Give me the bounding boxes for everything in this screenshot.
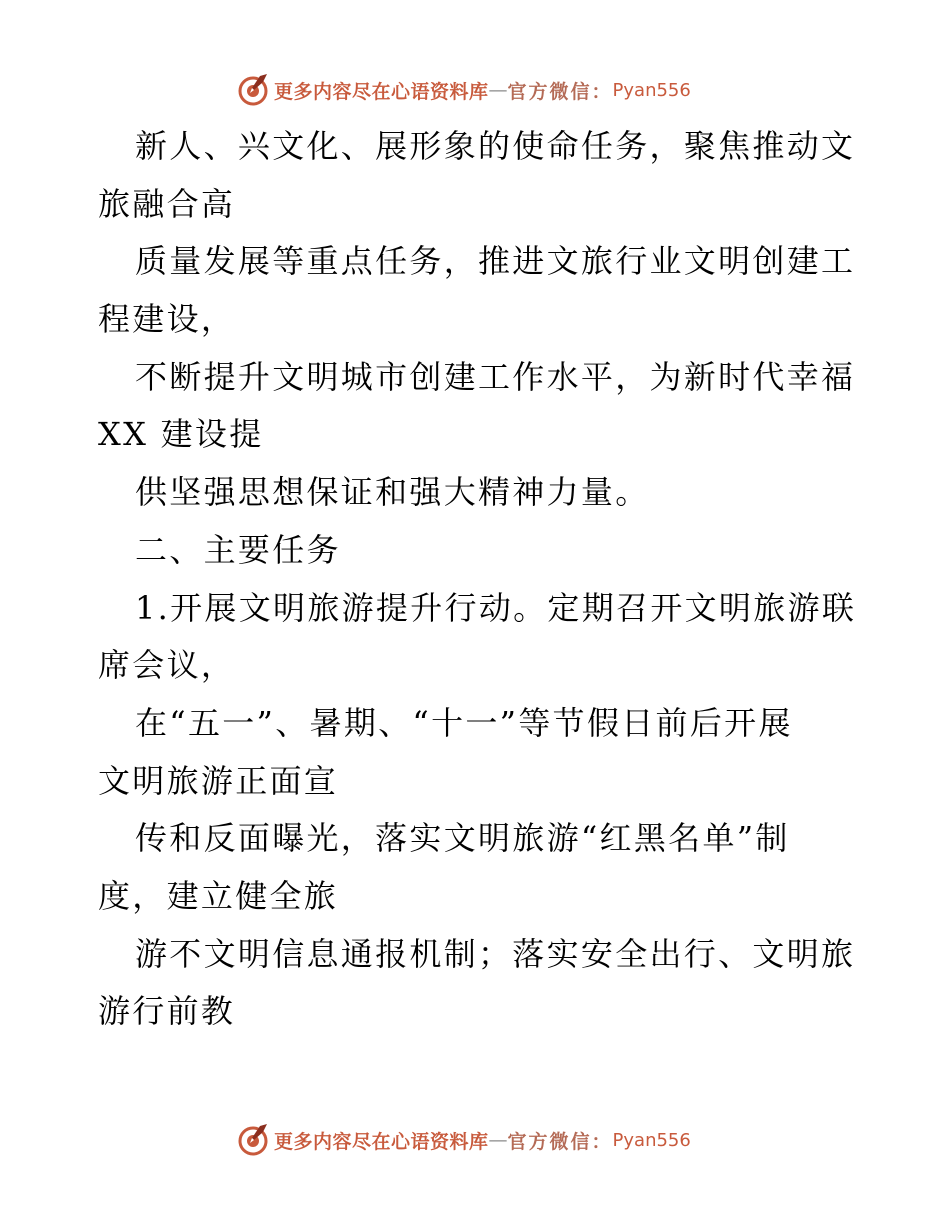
banner-wechat-id: Pyan556 xyxy=(612,1129,691,1151)
banner-main-text: 更多内容尽在心语资料库 xyxy=(274,1130,489,1153)
document-body xyxy=(98,118,858,1041)
paragraph-line: 质量发展等重点任务，推进文旅行业文明创建工 xyxy=(135,242,856,281)
header-watermark-banner xyxy=(236,72,716,108)
section-heading: 二、主要任务 xyxy=(135,530,341,569)
banner-main-text: 更多内容尽在心语资料库 xyxy=(274,80,489,103)
quill-seal-icon xyxy=(236,73,270,107)
paragraph-line: 不断提升文明城市创建工作水平，为新时代幸福 xyxy=(135,357,856,396)
paragraph-line: XX 建设提 xyxy=(98,415,264,454)
paragraph-line: 传和反面曝光，落实文明旅游“红黑名单”制 xyxy=(135,819,790,858)
paragraph-line: 新人、兴文化、展形象的使命任务，聚焦推动文 xyxy=(135,127,856,165)
banner-dash: — xyxy=(488,1129,508,1151)
quill-seal-icon xyxy=(236,1123,270,1157)
footer-watermark-banner xyxy=(236,1122,716,1158)
paragraph-line: 游行前教 xyxy=(98,992,236,1031)
banner-dash: — xyxy=(488,79,508,101)
paragraph-line: 席会议， xyxy=(98,646,236,685)
paragraph-line: 1.开展文明旅游提升行动。定期召开文明旅游联 xyxy=(135,588,857,627)
banner-wechat-label: 官方微信： xyxy=(507,80,613,103)
paragraph-line: 游不文明信息通报机制；落实安全出行、文明旅 xyxy=(135,934,856,973)
paragraph-line: 旅融合高 xyxy=(98,184,236,223)
paragraph-line: 度，建立健全旅 xyxy=(98,876,339,915)
banner-wechat-label: 官方微信： xyxy=(507,1130,613,1153)
banner-wechat-id: Pyan556 xyxy=(612,79,691,101)
paragraph-line: 程建设， xyxy=(98,300,236,339)
paragraph-line: 供坚强思想保证和强大精神力量。 xyxy=(135,473,650,512)
paragraph-line: 在“五一”、暑期、“十一”等节假日前后开展 xyxy=(135,703,793,742)
paragraph-line: 文明旅游正面宣 xyxy=(98,761,339,800)
